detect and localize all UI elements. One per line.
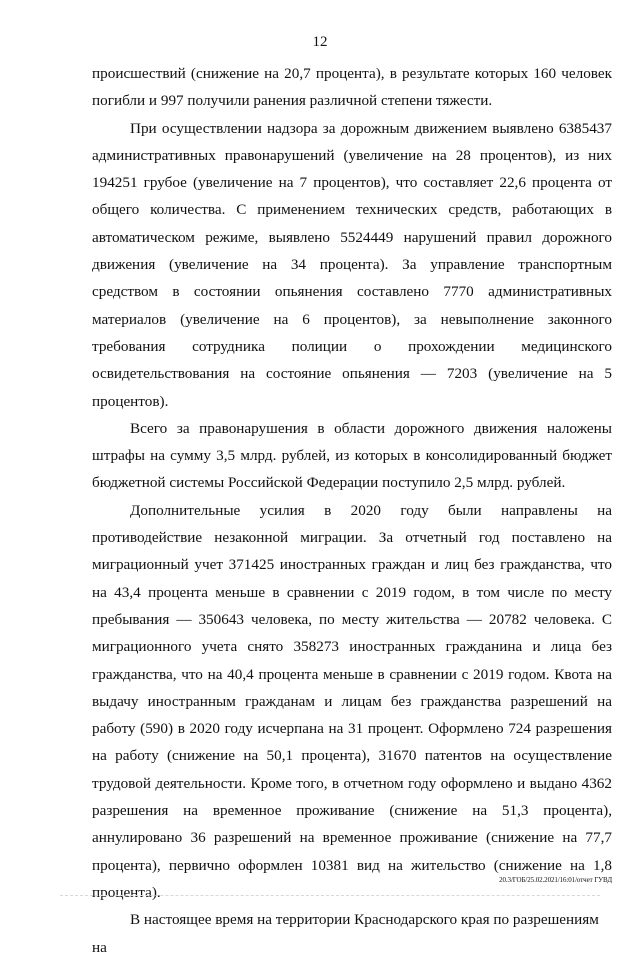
page-number: 12 <box>312 34 328 50</box>
paragraph-2: При осуществлении надзора за дорожным движением выявлено 6385437 административных правонарушений (увеличение на 28 процентов), из них 194251 грубое (увеличение на 7 процентов), что составляет 22,6 процента от общего количества. С применением технических средств, работающих в автоматическом режиме, выявлено 5524449 нарушений правил дорожного движения (увеличение на 34 процента). За управление транспортным средством в состоянии опьянения составлено 7770 административных материалов (увеличение на 6 процентов), за невыполнение законного требования сотрудника полиции о прохождении медицинского освидетельствования на состояние опьянения — 7203 (увеличение на 5 процентов). <box>92 119 612 410</box>
page-bottom-rule <box>60 895 600 896</box>
paragraph-4: Дополнительные усилия в 2020 году были направлены на противодействие незаконной миграции. За отчетный год поставлено на миграционный учет 371425 иностранных граждан и лиц без гражданства, что на 43,4 процента меньше в сравнении с 2019 годом, в том числе по месту пребывания — 350643 человека, по месту жительства — 20782 человека. С миграционного учета снято 358273 иностранных гражданина и лица без гражданства, что на 40,4 процента меньше в сравнении с 2019 годом. Квота на выдачу иностранным гражданам и лицам без гражданства разрешений на работу (590) в 2020 году исчерпана на 31 процент. Оформлено 724 разрешения на работу (снижение на 50,1 процента), 31670 патентов на осуществление трудовой деятельности. Кроме того, в отчетном году оформлено и выдано 4362 разрешения на временное проживание (снижение на 51,3 процента), аннулировано 36 разрешений на временное проживание (снижение на 77,7 процента), первично оформлен 10381 вид на жительство (снижение на 1,8 процента). <box>92 501 612 901</box>
paragraph-1: происшествий (снижение на 20,7 процента), в результате которых 160 человек погибли и 997 получили ранения различной степени тяжести. <box>92 65 612 110</box>
paragraph-5: В настоящее время на территории Краснодарского края по разрешениям на <box>92 911 599 956</box>
document-footer-code: 20.3/ГОБ/25.02.2021/16:01/отчет ГУВД <box>499 876 612 884</box>
document-body <box>92 60 612 961</box>
paragraph-3: Всего за правонарушения в области дорожного движения наложены штрафы на сумму 3,5 млрд. рублей, из которых в консолидированный бюджет бюджетной системы Российской Федерации поступило 2,5 млрд. рублей. <box>92 419 612 492</box>
